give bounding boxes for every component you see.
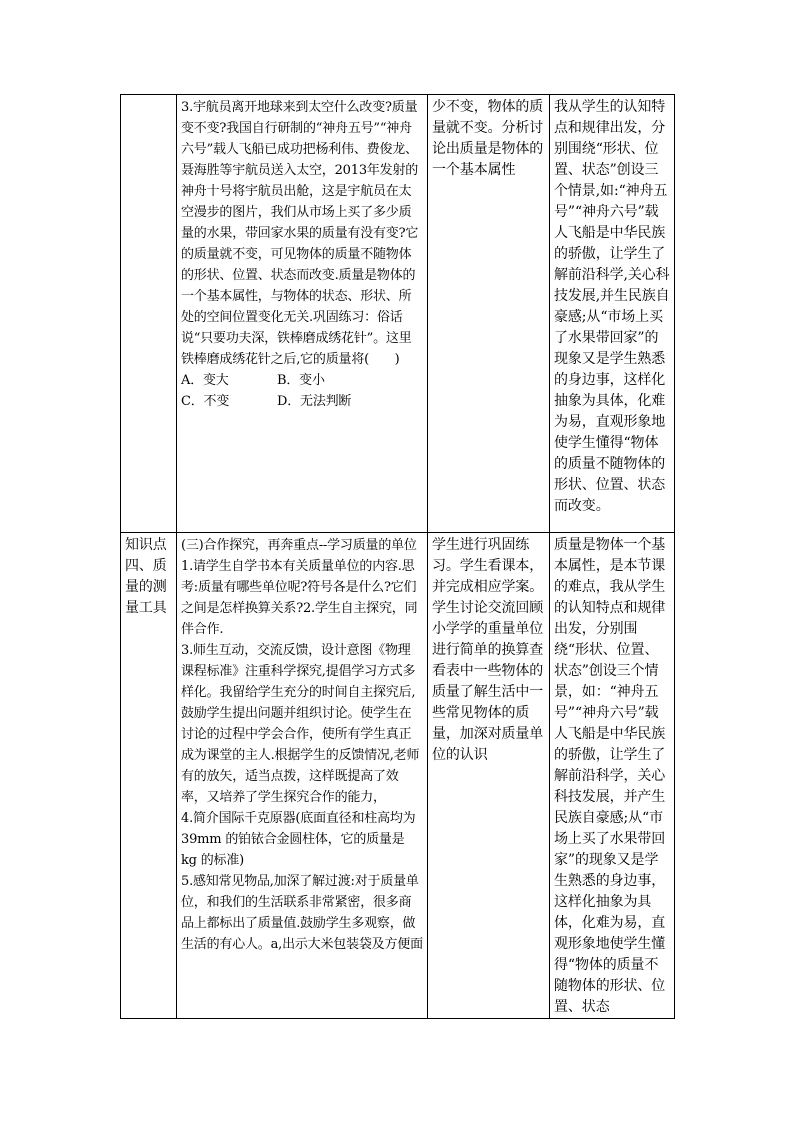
table-row [121, 95, 675, 533]
student-activity-cell: 少不变，物体的质量就不变。分析讨论出质量是物体的一个基本属性 [428, 95, 550, 533]
teaching-content-cell [177, 95, 428, 533]
option-a: A．变大 [181, 373, 229, 388]
lesson-plan-table [120, 94, 675, 1019]
teaching-content-cell [177, 533, 428, 1019]
option-b: B．变小 [277, 373, 325, 388]
content-item: 5.感知常见物品,加深了解过渡:对于质量单位，和我们的生活联系非常紧密，很多商品上都标出了质量值.鼓励学生多观察，做生活的有心人。a,出示大米包装袋及方便面 [181, 874, 423, 952]
design-intent-cell: 我从学生的认知特点和规律出发，分别围绕“形状、位置、状态”创设三个情景,如:“神舟五号”“神舟六号”载人飞船是中华民族的骄傲，让学生了解前沿科学,关心科技发展,并生民族自豪感;从“市场上买了水果带回家”的现象又是学生熟悉的身边事，这样化抽象为具体，化难为易，直观形象地使学生懂得“物体的质量不随物体的形状、位置、状态而改变。 [550, 95, 675, 533]
student-activity-cell: 学生进行巩固练习。学生看课本，并完成相应学案。学生讨论交流回顾小学学的重量单位进行简单的换算查看表中一些物体的质量了解生活中一些常见物体的质量，加深对质量单位的认识 [428, 533, 550, 1019]
section-heading: (三)合作探究，再奔重点--学习质量的单位 [181, 538, 417, 553]
content-item: 1.请学生自学书本有关质量单位的内容.思考:质量有哪些单位呢?符号各是什么?它们之间是怎样换算关系?2.学生自主探究，同伴合作. [181, 559, 418, 637]
option-c: C．不变 [181, 394, 230, 409]
section-label-cell [121, 95, 177, 533]
content-item: 3.师生互动，交流反馈，设计意图《物理课程标准》注重科学探究,提倡学习方式多样化。我留给学生充分的时间自主探究后,鼓励学生提出问题并组织讨论。使学生在讨论的过程中学会合作，使所有学生真正成为课堂的主人.根据学生的反馈情况,老师有的放矢，适当点拨，这样既提高了效率，又培养了学生探究合作的能力， [181, 643, 420, 805]
content-item: 4.简介国际千克原器(底面直径和柱高均为 39mm 的铂铱合金圆柱体，它的质量是 kg 的标准) [181, 811, 416, 868]
section-label-cell: 知识点四、质量的测量工具 [121, 533, 177, 1019]
option-d: D．无法判断 [277, 394, 352, 409]
teaching-content-paragraph: 3.宇航员离开地球来到太空什么改变?质量变不变?我国自行研制的“神舟五号”“神舟六号”载人飞船已成功把杨利伟、费俊龙、聂海胜等宇航员送入太空，2013年发射的神舟十号将宇航员出舱，这是宇航员在太空漫步的图片，我们从市场上买了多少质量的水果，带回家水果的质量有没有变?它的质量就不变，可见物体的质量不随物体的形状、位置、状态而改变.质量是物体的一个基本属性，与物体的状态、形状、所处的空间位置变化无关.巩固练习：俗话说“只要功夫深，铁棒磨成绣花针”。这里铁棒磨成绣花针之后,它的质量将( ) [181, 100, 419, 367]
table-row [121, 533, 675, 1019]
design-intent-cell: 质量是物体一个基本属性，是本节课的难点，我从学生的认知特点和规律出发，分别围绕“形状、位置、状态”创设三个情景，如：“神舟五号”“神舟六号”载人飞船是中华民族的骄傲，让学生了解前沿科学，关心科技发展，并产生民族自豪感;从“市场上买了水果带回家”的现象又是学生熟悉的身边事，这样化抽象为具体，化难为易，直观形象地使学生懂得“物体的质量不随物体的形状、位置、状态 [550, 533, 675, 1019]
answer-options-row [181, 391, 423, 412]
answer-options-row [181, 370, 423, 391]
